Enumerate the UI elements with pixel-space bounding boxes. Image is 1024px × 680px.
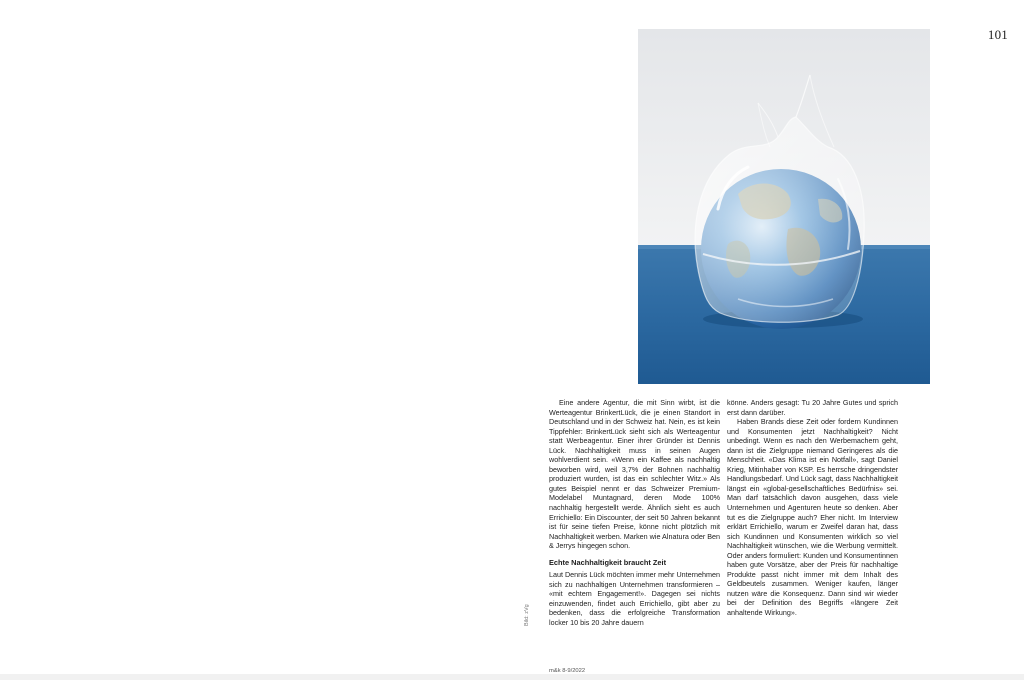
body-paragraph: Haben Brands diese Zeit oder fordern Kundinnen und Konsumenten jetzt Nachhaltigkeit? Nicht unbedingt. Wenn es nach den Werbemachern geht, dann ist die Zielgruppe niemand Geringeres als die Menschheit. «Das Klima ist ein Notfall», sagt Daniel Krieg, Mitinhaber von KSP. Es herrsche dringendster Handlungsbedarf. Und Lück sagt, dass Nachhaltigkeit längst ein «global-gesellschaftliches Bedürfnis» sei. Man darf tatsächlich davon ausgehen, dass viele Unternehmen und Agenturen heute so denken. Aber tut es die Zielgruppe auch? Eher nicht. Im Interview erklärt Errichiello, warum er Zweifel daran hat, dass sich Kundinnen und Konsumenten wirklich so viel Nachhaltigkeit wünschen, wie die Werbung vermittelt. Oder anders formuliert: Kunden und Konsumentinnen haben gute Vorsätze, aber der Preis für nachhaltige Produkte passt nicht immer mit dem Inhalt des Geldbeutels zusammen. Weniger kaufen, länger nutzen wäre die Konsequenz. Dann sind wir wieder bei der Definition des Begriffs «längere Zeit anhaltende Wirkung». xyxy=(727,417,899,618)
photo-credit: Bild: zVg xyxy=(524,604,530,626)
magazine-folio: m&k 8-9/2022 xyxy=(549,668,586,674)
article-column-right xyxy=(727,398,898,618)
body-paragraph: Laut Dennis Lück möchten immer mehr Unternehmen sich zu nachhaltigen Unternehmen transformieren – «mit echtem Engagement!». Dagegen sei nichts einzuwenden, findet auch Errichiello, gibt aber zu bedenken, dass die erfolgreiche Transformation locker 10 bis 20 Jahre dauern xyxy=(549,570,720,627)
body-paragraph: Eine andere Agentur, die mit Sinn wirbt, ist die Werteagentur BrinkertLück, die je einen Standort in Deutschland und in der Schweiz hat. Nein, es ist kein Tippfehler: BrinkertLück sieht sich als Werteagentur statt Werbeagentur. Einer ihrer Gründer ist Dennis Lück. Nachhaltigkeit muss in seinen Augen wohlverdient sein. «Wenn ein Kaffee als nachhaltig beworben wird, weil 3,7% der Bohnen nachhaltig produziert wurden, ist das ein schlechter Witz.» Als gutes Beispiel nennt er das Schweizer Premium-Modelabel Muntagnard, deren Mode 100% nachhaltig hergestellt werde. Ähnlich sieht es auch Errichiello: Ein Discounter, der seit 50 Jahren bekannt ist für seine tiefen Preise, könne nicht plötzlich mit Nachhaltigkeit werben. Marken wie Alnatura oder Ben & Jerrys hingegen schon. xyxy=(549,398,720,551)
globe-in-plastic-bag-photo xyxy=(638,29,930,384)
body-paragraph: könne. Anders gesagt: Tu 20 Jahre Gutes und sprich erst dann darüber. xyxy=(727,398,898,417)
page-bottom-edge xyxy=(0,674,1024,680)
photo-illustration xyxy=(638,29,930,384)
article-subheading: Echte Nachhaltigkeit braucht Zeit xyxy=(549,557,667,567)
article-column-left xyxy=(549,398,720,628)
page-number: 101 xyxy=(987,27,1008,42)
